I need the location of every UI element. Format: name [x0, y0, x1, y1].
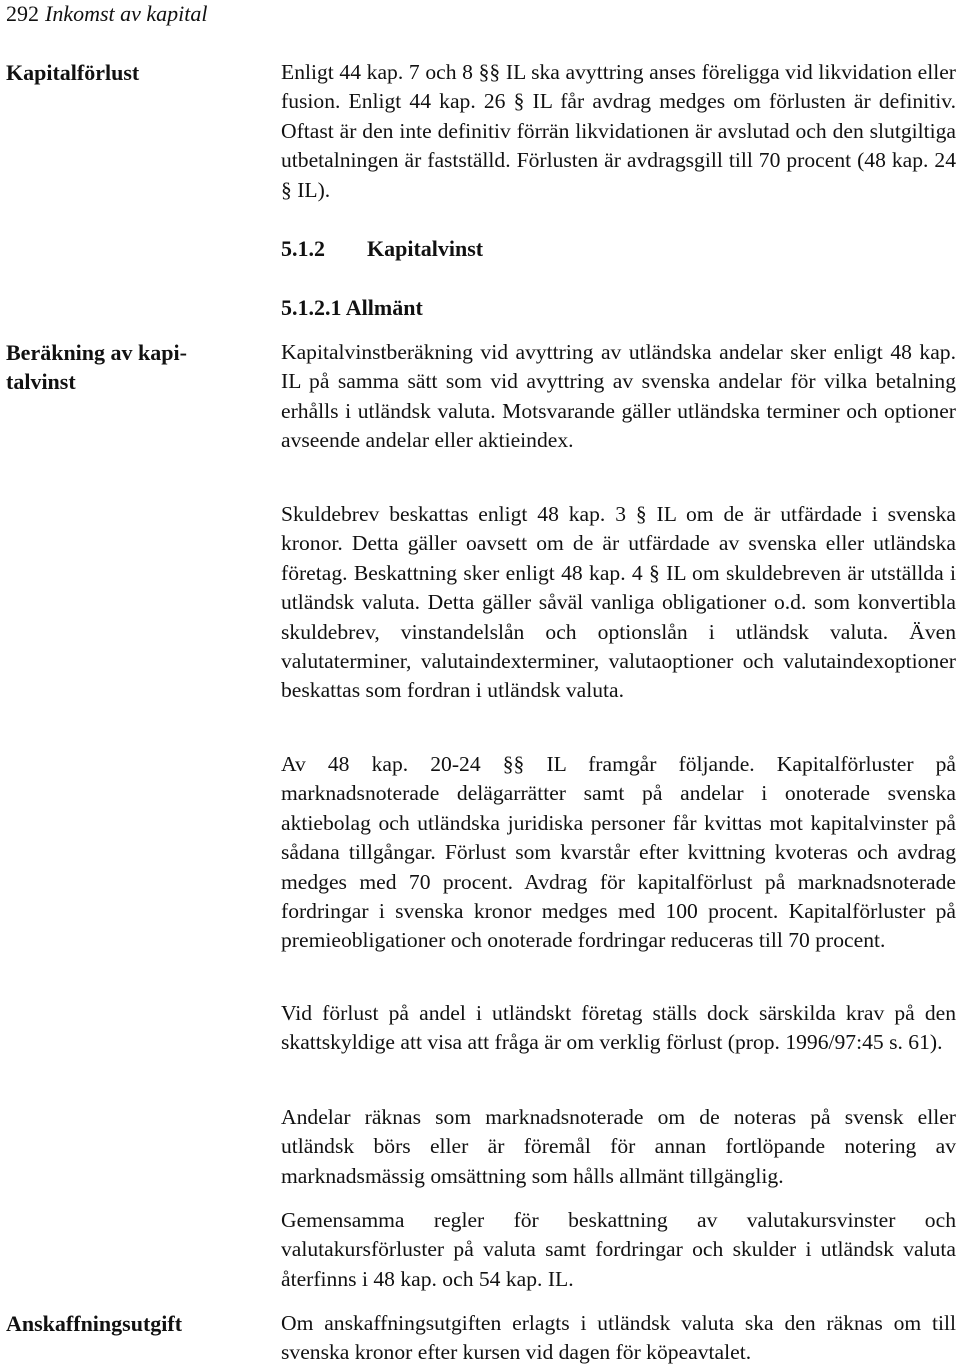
margin-label-kapitalforlust: Kapitalförlust — [6, 60, 140, 85]
margin-label-berakning-line2: talvinst — [6, 369, 76, 394]
paragraph-6: Gemensamma regler för beskattning av valutakursvinster och valutakursförluster på valuta samt fordringar och skulder i utländsk valuta återfinns i 48 kap. och 54 kap. IL. — [281, 1208, 956, 1291]
paragraph-3: Av 48 kap. 20-24 §§ IL framgår följande. Kapitalförluster på marknadsnoterade delägarrätter samt på andelar i onoterade svenska aktiebolag och utländska juridiska personer får kvittas mot kapitalvinster på sådana tillgångar. Förlust som kvarstår efter kvittning kvoteras och avdrag medges med 70 procent. Avdrag för kapitalförlust på marknadsnoterade fordringar i svenska kronor medges med 100 procent. Kapitalförluster på premieobligationer och onoterade fordringar reduceras till 70 procent. — [281, 752, 956, 953]
margin-label-anskaffningsutgift: Anskaffningsutgift — [6, 1311, 183, 1336]
paragraph-kapitalforlust: Enligt 44 kap. 7 och 8 §§ IL ska avyttring anses föreligga vid likvidation eller fusion. Enligt 44 kap. 26 § IL får avdrag medges om förlusten är definitiv. Oftast är den inte definitiv förrän likvidationen är avslutad och den slutgiltiga utbetalningen är fastställd. Förlusten är avdragsgill till 70 procent (48 kap. 24 § IL). — [281, 60, 956, 202]
margin-label-berakning-line1: Beräkning av kapi- — [6, 340, 187, 365]
paragraph-7: Om anskaffningsutgiften erlagts i utländsk valuta ska den räknas om till svenska kronor efter kursen vid dagen för köpeavtalet. — [281, 1311, 956, 1365]
paragraph-5: Andelar räknas som marknadsnoterade om de noteras på svensk eller utländsk börs eller är föremål för annan fortlöpande notering av marknadsmässig omsättning som hålls allmänt tillgänglig. — [281, 1105, 956, 1188]
heading-title: Kapitalvinst — [367, 236, 484, 261]
heading-kapitalvinst — [281, 235, 483, 263]
margin-label-berakning — [6, 338, 236, 396]
running-title: Inkomst av kapital — [45, 1, 208, 26]
paragraph-2: Skuldebrev beskattas enligt 48 kap. 3 § IL om de är utfärdade i svenska kronor. Detta gäller oavsett om de är utfärdade av svenska eller utländska företag. Beskattning sker enligt 48 kap. 4 § IL om skuldebreven är utställda i utländsk valuta. Detta gäller såväl vanliga obligationer o.d. som konvertibla skuldebrev, vinstandelslån och optionslån i utländsk valuta. Även valutaterminer, valutaindexterminer, valutaoptioner och valutaindexoptioner beskattas som fordran i utländsk valuta. — [281, 502, 956, 703]
running-header — [6, 0, 208, 28]
heading-number: 5.1.2 — [281, 236, 325, 261]
paragraph-4: Vid förlust på andel i utländskt företag ställs dock särskilda krav på den skattskyldige att visa att fråga är om verklig förlust (prop. 1996/97:45 s. 61). — [281, 1001, 956, 1055]
subheading-allmant: 5.1.2.1 Allmänt — [281, 295, 423, 320]
section-kapitalforlust — [281, 58, 956, 205]
page-number: 292 — [6, 1, 39, 26]
paragraph-1: Kapitalvinstberäkning vid avyttring av utländska andelar sker enligt 48 kap. IL på samma sätt som vid avyttring av svenska andelar för vilka betalning erhålls i utländsk valuta. Motsvarande gäller utländska terminer och optioner avseende andelar eller aktieindex. — [281, 340, 956, 453]
